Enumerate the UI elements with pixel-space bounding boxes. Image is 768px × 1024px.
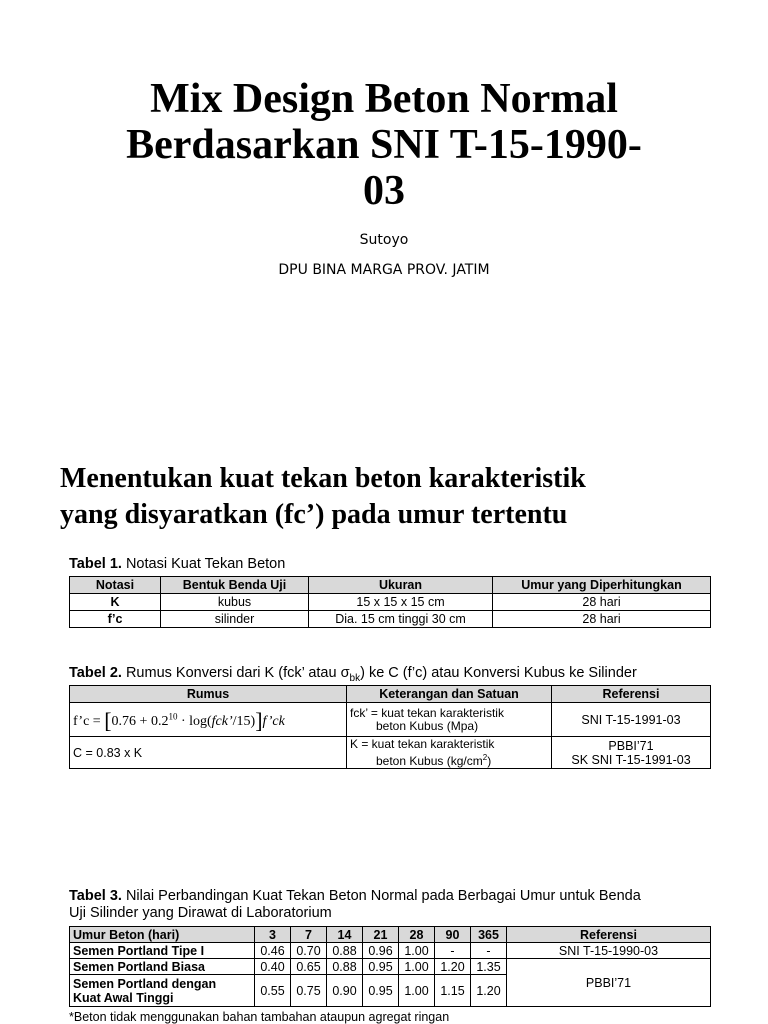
table-cell: - <box>471 943 507 959</box>
organization: DPU BINA MARGA PROV. JATIM <box>278 262 490 278</box>
table2-header-row <box>70 686 711 703</box>
table-header: Referensi <box>507 927 711 943</box>
formula-term-e: f’ck <box>262 714 285 730</box>
table-cell: 1.15 <box>435 975 471 1007</box>
ket-unit-sup: 2 <box>482 752 488 762</box>
table-row <box>70 959 711 975</box>
table-cell <box>347 703 552 737</box>
table-row <box>70 943 711 959</box>
ref-line: SK SNI T-15-1991-03 <box>571 752 691 767</box>
table-cell: 1.20 <box>471 975 507 1007</box>
table-cell: - <box>435 943 471 959</box>
table1-caption-label: Tabel 1. <box>69 556 122 572</box>
table-cell: 1.00 <box>399 959 435 975</box>
table-cell <box>347 737 552 769</box>
table2 <box>69 685 711 769</box>
table-cell: 0.95 <box>363 975 399 1007</box>
section-heading-line-1: Menentukan kuat tekan beton karakteristik <box>60 463 586 494</box>
table-cell: 0.70 <box>291 943 327 959</box>
table-cell: 0.88 <box>327 943 363 959</box>
row-label-line: Semen Portland dengan <box>73 976 217 991</box>
table-cell: K <box>70 594 161 611</box>
ket-line: beton Kubus (Mpa) <box>376 718 479 733</box>
table-header: Bentuk Benda Uji <box>161 577 309 594</box>
table-header: Referensi <box>552 686 711 703</box>
table3-caption-label: Tabel 3. <box>69 888 122 904</box>
table-header: Umur yang Diperhitungkan <box>493 577 711 594</box>
table-cell: SNI T-15-1991-03 <box>552 703 711 737</box>
table-header: 28 <box>399 927 435 943</box>
formula-term-c: fck’ <box>211 714 233 730</box>
table3-caption-text: Nilai Perbandingan Kuat Tekan Beton Normal pada Berbagai Umur untuk Benda <box>121 888 641 904</box>
table-header: 7 <box>291 927 327 943</box>
table-header: 90 <box>435 927 471 943</box>
page-title <box>60 76 708 214</box>
table-cell: 1.00 <box>399 943 435 959</box>
table-header: 14 <box>327 927 363 943</box>
table-cell: 0.55 <box>255 975 291 1007</box>
table-cell: 0.65 <box>291 959 327 975</box>
table-header: Umur Beton (hari) <box>70 927 255 943</box>
table2-caption-text-2: ) ke C (f’c) atau Konversi Kubus ke Silinder <box>360 665 637 681</box>
table-row-label <box>70 975 255 1007</box>
table-cell: silinder <box>161 611 309 628</box>
formula-cell <box>70 703 347 737</box>
table1-header-row <box>70 577 711 594</box>
title-line-2: Berdasarkan SNI T-15-1990- <box>126 122 642 168</box>
table-cell <box>552 737 711 769</box>
table-header: Keterangan dan Satuan <box>347 686 552 703</box>
table-header: Ukuran <box>309 577 493 594</box>
formula-lhs: f’c = <box>73 714 101 730</box>
formula-term-d: /15) <box>232 714 256 730</box>
table2-caption-label: Tabel 2. <box>69 665 122 681</box>
table3-footnote: *Beton tidak menggunakan bahan tambahan ataupun agregat ringan <box>69 1010 450 1024</box>
table-header: 3 <box>255 927 291 943</box>
table2-caption-text-1: Rumus Konversi dari K (fck’ atau σ <box>121 665 350 681</box>
table-header: 21 <box>363 927 399 943</box>
table-row <box>70 703 711 737</box>
section-heading <box>60 461 740 533</box>
title-line-3: 03 <box>363 168 405 214</box>
table-cell: 1.35 <box>471 959 507 975</box>
table3-header-row <box>70 927 711 943</box>
formula-term-b: · log( <box>177 714 212 730</box>
table3-caption-line-1 <box>69 888 641 905</box>
ket-line <box>350 751 548 768</box>
ket-unit-close: ) <box>487 753 492 768</box>
table-header: Notasi <box>70 577 161 594</box>
table-cell: 1.20 <box>435 959 471 975</box>
table-cell: kubus <box>161 594 309 611</box>
formula-term-a: 0.76 + 0.2 <box>111 714 169 730</box>
ket-line: fck’ = kuat tekan karakteristik <box>350 705 504 720</box>
table-header: Rumus <box>70 686 347 703</box>
section-heading-line-2: yang disyaratkan (fc’) pada umur tertentu <box>60 499 568 530</box>
ket-unit: beton Kubus (kg/cm <box>376 753 483 768</box>
table1-caption <box>69 556 285 573</box>
author: Sutoyo <box>359 232 409 248</box>
table-cell: PBBI’71 <box>507 959 711 1007</box>
table1-caption-text: Notasi Kuat Tekan Beton <box>121 556 286 572</box>
table-cell: 0.90 <box>327 975 363 1007</box>
table-row <box>70 611 711 628</box>
table-cell: 28 hari <box>493 611 711 628</box>
table-row-label: Semen Portland Biasa <box>70 959 255 975</box>
table3-caption-line-2: Uji Silinder yang Dirawat di Laboratorium <box>69 905 332 921</box>
title-line-1: Mix Design Beton Normal <box>150 76 618 122</box>
table3-caption <box>69 888 641 922</box>
table-row <box>70 594 711 611</box>
formula-bracket-close-icon: ] <box>255 708 263 734</box>
table-cell: 0.96 <box>363 943 399 959</box>
formula-exponent: 10 <box>168 711 178 722</box>
table-cell: SNI T-15-1990-03 <box>507 943 711 959</box>
table-row <box>70 737 711 769</box>
row-label-line: Kuat Awal Tinggi <box>73 990 174 1005</box>
table-cell: Dia. 15 cm tinggi 30 cm <box>309 611 493 628</box>
table-cell: 0.88 <box>327 959 363 975</box>
table-cell: f’c <box>70 611 161 628</box>
formula-bracket-open-icon: [ <box>104 708 112 734</box>
table-header: 365 <box>471 927 507 943</box>
table-cell: 0.75 <box>291 975 327 1007</box>
table-cell: 15 x 15 x 15 cm <box>309 594 493 611</box>
table-cell: 0.46 <box>255 943 291 959</box>
table-row-label: Semen Portland Tipe I <box>70 943 255 959</box>
table2-caption-sub: bk <box>349 672 361 684</box>
ref-line: PBBI’71 <box>608 738 654 753</box>
ket-line: K = kuat tekan karakteristik <box>350 736 495 751</box>
table1 <box>69 576 711 628</box>
table-cell: 1.00 <box>399 975 435 1007</box>
conversion-formula <box>73 708 285 734</box>
table-cell: 0.95 <box>363 959 399 975</box>
table-cell: 0.40 <box>255 959 291 975</box>
table-cell: C = 0.83 x K <box>70 737 347 769</box>
table3 <box>69 926 711 1007</box>
table2-caption <box>69 665 637 687</box>
table-cell: 28 hari <box>493 594 711 611</box>
